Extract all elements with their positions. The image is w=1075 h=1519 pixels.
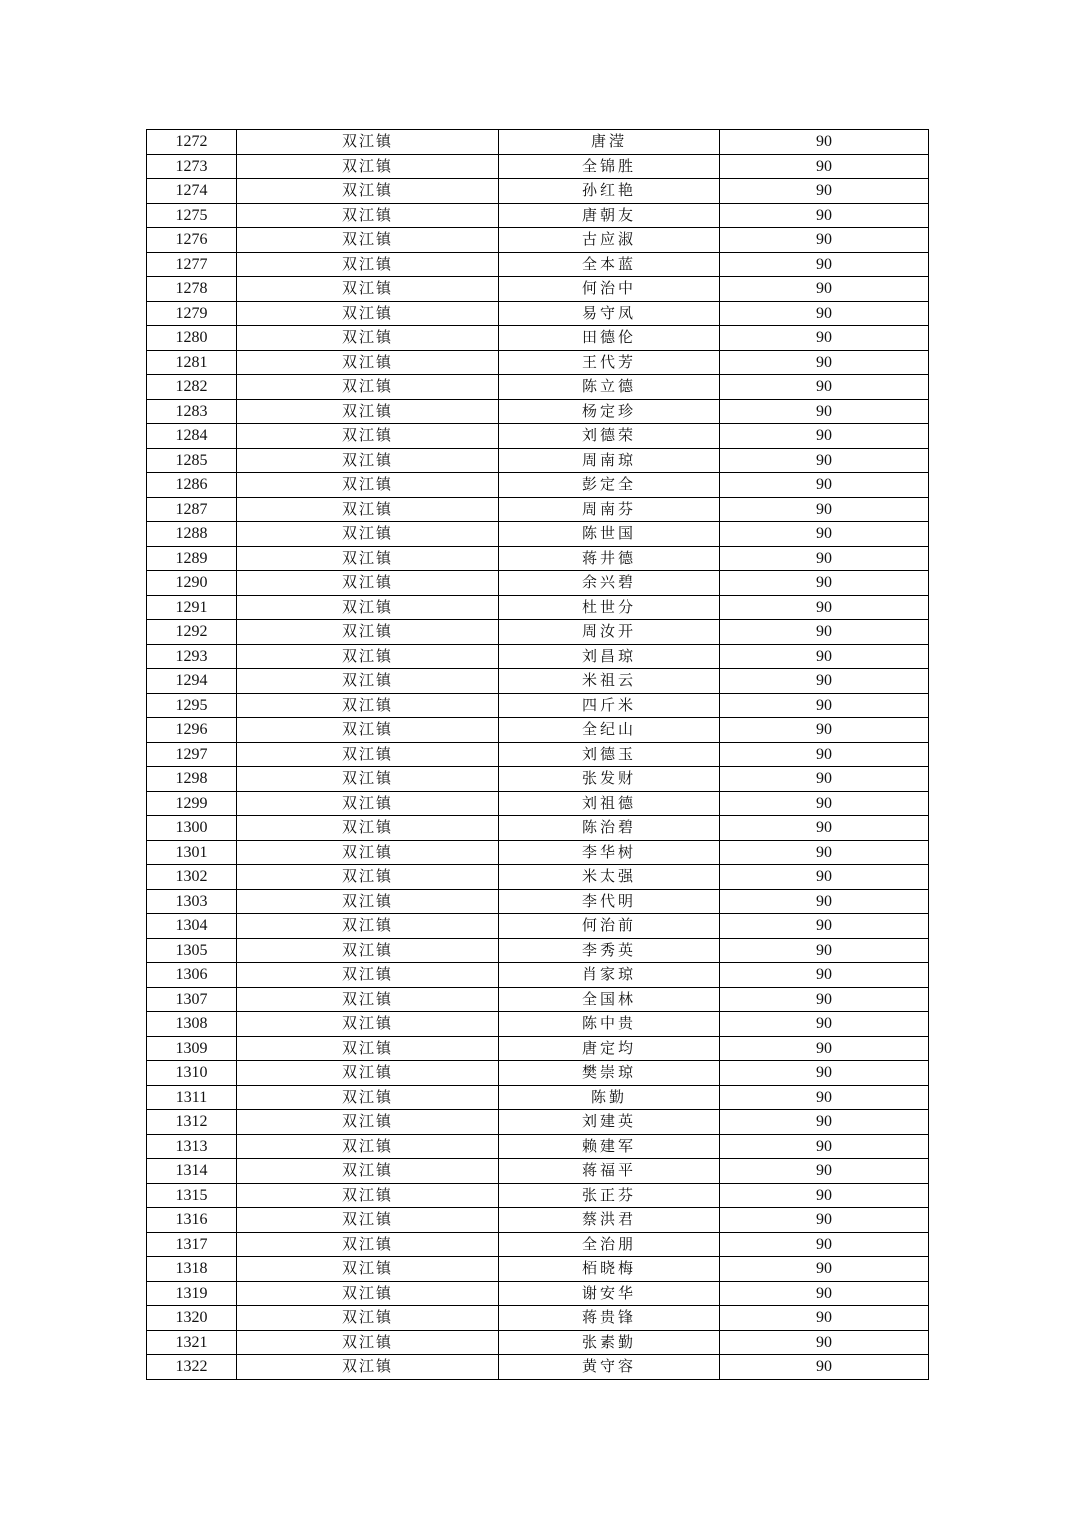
row-number-cell: 1299: [147, 791, 237, 816]
person-name-cell: 张素勤: [499, 1330, 720, 1355]
score-cell: 90: [720, 1110, 929, 1135]
table-row: [147, 767, 929, 792]
table-row: [147, 987, 929, 1012]
person-name-cell: 余兴碧: [499, 571, 720, 596]
table-row: [147, 1306, 929, 1331]
person-name-cell: 全国林: [499, 987, 720, 1012]
table-row: [147, 1355, 929, 1380]
town-cell: 双江镇: [237, 1085, 499, 1110]
table-row: [147, 1257, 929, 1282]
person-name-cell: 古应淑: [499, 228, 720, 253]
row-number-cell: 1303: [147, 889, 237, 914]
score-cell: 90: [720, 767, 929, 792]
person-name-cell: 全锦胜: [499, 154, 720, 179]
town-cell: 双江镇: [237, 742, 499, 767]
person-name-cell: 蒋贵锋: [499, 1306, 720, 1331]
town-cell: 双江镇: [237, 1110, 499, 1135]
town-cell: 双江镇: [237, 644, 499, 669]
person-name-cell: 肖家琼: [499, 963, 720, 988]
score-cell: 90: [720, 718, 929, 743]
person-name-cell: 张正芬: [499, 1183, 720, 1208]
row-number-cell: 1272: [147, 130, 237, 155]
score-cell: 90: [720, 644, 929, 669]
row-number-cell: 1295: [147, 693, 237, 718]
person-name-cell: 李华树: [499, 840, 720, 865]
town-cell: 双江镇: [237, 1061, 499, 1086]
score-cell: 90: [720, 1159, 929, 1184]
table-row: [147, 473, 929, 498]
row-number-cell: 1300: [147, 816, 237, 841]
row-number-cell: 1306: [147, 963, 237, 988]
row-number-cell: 1305: [147, 938, 237, 963]
town-cell: 双江镇: [237, 1355, 499, 1380]
table-row: [147, 301, 929, 326]
row-number-cell: 1320: [147, 1306, 237, 1331]
row-number-cell: 1273: [147, 154, 237, 179]
person-name-cell: 彭定全: [499, 473, 720, 498]
town-cell: 双江镇: [237, 522, 499, 547]
table-row: [147, 546, 929, 571]
person-name-cell: 陈治碧: [499, 816, 720, 841]
person-name-cell: 李秀英: [499, 938, 720, 963]
town-cell: 双江镇: [237, 718, 499, 743]
person-name-cell: 唐滢: [499, 130, 720, 155]
row-number-cell: 1301: [147, 840, 237, 865]
score-cell: 90: [720, 987, 929, 1012]
town-cell: 双江镇: [237, 938, 499, 963]
table-row: [147, 1061, 929, 1086]
town-cell: 双江镇: [237, 1281, 499, 1306]
row-number-cell: 1308: [147, 1012, 237, 1037]
town-cell: 双江镇: [237, 228, 499, 253]
town-cell: 双江镇: [237, 1306, 499, 1331]
person-name-cell: 米祖云: [499, 669, 720, 694]
score-cell: 90: [720, 889, 929, 914]
row-number-cell: 1319: [147, 1281, 237, 1306]
score-cell: 90: [720, 301, 929, 326]
town-cell: 双江镇: [237, 840, 499, 865]
row-number-cell: 1321: [147, 1330, 237, 1355]
row-number-cell: 1283: [147, 399, 237, 424]
row-number-cell: 1277: [147, 252, 237, 277]
table-row: [147, 522, 929, 547]
roster-table: [146, 129, 929, 1380]
town-cell: 双江镇: [237, 350, 499, 375]
town-cell: 双江镇: [237, 473, 499, 498]
person-name-cell: 刘昌琼: [499, 644, 720, 669]
town-cell: 双江镇: [237, 375, 499, 400]
person-name-cell: 蒋井德: [499, 546, 720, 571]
person-name-cell: 刘建英: [499, 1110, 720, 1135]
row-number-cell: 1304: [147, 914, 237, 939]
person-name-cell: 蔡洪君: [499, 1208, 720, 1233]
score-cell: 90: [720, 203, 929, 228]
person-name-cell: 全纪山: [499, 718, 720, 743]
score-cell: 90: [720, 1281, 929, 1306]
score-cell: 90: [720, 620, 929, 645]
score-cell: 90: [720, 742, 929, 767]
score-cell: 90: [720, 1134, 929, 1159]
table-row: [147, 375, 929, 400]
row-number-cell: 1289: [147, 546, 237, 571]
table-row: [147, 889, 929, 914]
row-number-cell: 1291: [147, 595, 237, 620]
table-row: [147, 840, 929, 865]
town-cell: 双江镇: [237, 326, 499, 351]
table-row: [147, 595, 929, 620]
row-number-cell: 1276: [147, 228, 237, 253]
person-name-cell: 易守凤: [499, 301, 720, 326]
row-number-cell: 1292: [147, 620, 237, 645]
table-row: [147, 1012, 929, 1037]
table-row: [147, 1232, 929, 1257]
score-cell: 90: [720, 1330, 929, 1355]
score-cell: 90: [720, 1355, 929, 1380]
person-name-cell: 何治前: [499, 914, 720, 939]
table-row: [147, 1134, 929, 1159]
town-cell: 双江镇: [237, 424, 499, 449]
table-row: [147, 1085, 929, 1110]
town-cell: 双江镇: [237, 154, 499, 179]
row-number-cell: 1294: [147, 669, 237, 694]
row-number-cell: 1288: [147, 522, 237, 547]
score-cell: 90: [720, 669, 929, 694]
person-name-cell: 全本蓝: [499, 252, 720, 277]
person-name-cell: 樊崇琼: [499, 1061, 720, 1086]
row-number-cell: 1297: [147, 742, 237, 767]
row-number-cell: 1290: [147, 571, 237, 596]
person-name-cell: 李代明: [499, 889, 720, 914]
town-cell: 双江镇: [237, 791, 499, 816]
score-cell: 90: [720, 448, 929, 473]
person-name-cell: 周汝开: [499, 620, 720, 645]
table-row: [147, 644, 929, 669]
person-name-cell: 唐定均: [499, 1036, 720, 1061]
town-cell: 双江镇: [237, 963, 499, 988]
town-cell: 双江镇: [237, 987, 499, 1012]
table-row: [147, 1330, 929, 1355]
table-row: [147, 1281, 929, 1306]
table-row: [147, 203, 929, 228]
person-name-cell: 刘德玉: [499, 742, 720, 767]
row-number-cell: 1298: [147, 767, 237, 792]
town-cell: 双江镇: [237, 865, 499, 890]
score-cell: 90: [720, 693, 929, 718]
score-cell: 90: [720, 1257, 929, 1282]
row-number-cell: 1309: [147, 1036, 237, 1061]
row-number-cell: 1280: [147, 326, 237, 351]
row-number-cell: 1310: [147, 1061, 237, 1086]
town-cell: 双江镇: [237, 1330, 499, 1355]
town-cell: 双江镇: [237, 595, 499, 620]
row-number-cell: 1322: [147, 1355, 237, 1380]
score-cell: 90: [720, 938, 929, 963]
town-cell: 双江镇: [237, 1036, 499, 1061]
person-name-cell: 何治中: [499, 277, 720, 302]
score-cell: 90: [720, 277, 929, 302]
person-name-cell: 全治朋: [499, 1232, 720, 1257]
table-row: [147, 350, 929, 375]
score-cell: 90: [720, 228, 929, 253]
person-name-cell: 周南琼: [499, 448, 720, 473]
person-name-cell: 谢安华: [499, 1281, 720, 1306]
town-cell: 双江镇: [237, 816, 499, 841]
row-number-cell: 1284: [147, 424, 237, 449]
town-cell: 双江镇: [237, 767, 499, 792]
table-row: [147, 448, 929, 473]
town-cell: 双江镇: [237, 1012, 499, 1037]
row-number-cell: 1313: [147, 1134, 237, 1159]
table-row: [147, 742, 929, 767]
row-number-cell: 1316: [147, 1208, 237, 1233]
score-cell: 90: [720, 791, 929, 816]
table-row: [147, 963, 929, 988]
score-cell: 90: [720, 252, 929, 277]
town-cell: 双江镇: [237, 571, 499, 596]
score-cell: 90: [720, 546, 929, 571]
score-cell: 90: [720, 1085, 929, 1110]
person-name-cell: 陈世国: [499, 522, 720, 547]
town-cell: 双江镇: [237, 914, 499, 939]
table-row: [147, 791, 929, 816]
table-row: [147, 938, 929, 963]
person-name-cell: 唐朝友: [499, 203, 720, 228]
person-name-cell: 刘祖德: [499, 791, 720, 816]
row-number-cell: 1278: [147, 277, 237, 302]
score-cell: 90: [720, 1232, 929, 1257]
row-number-cell: 1317: [147, 1232, 237, 1257]
roster-table-body: [147, 130, 929, 1380]
table-row: [147, 914, 929, 939]
row-number-cell: 1285: [147, 448, 237, 473]
person-name-cell: 陈中贵: [499, 1012, 720, 1037]
score-cell: 90: [720, 130, 929, 155]
table-row: [147, 252, 929, 277]
person-name-cell: 田德伦: [499, 326, 720, 351]
row-number-cell: 1318: [147, 1257, 237, 1282]
row-number-cell: 1287: [147, 497, 237, 522]
town-cell: 双江镇: [237, 1159, 499, 1184]
person-name-cell: 栢晓梅: [499, 1257, 720, 1282]
table-row: [147, 1110, 929, 1135]
score-cell: 90: [720, 497, 929, 522]
row-number-cell: 1286: [147, 473, 237, 498]
person-name-cell: 孙红艳: [499, 179, 720, 204]
score-cell: 90: [720, 424, 929, 449]
town-cell: 双江镇: [237, 620, 499, 645]
town-cell: 双江镇: [237, 669, 499, 694]
table-row: [147, 424, 929, 449]
person-name-cell: 米太强: [499, 865, 720, 890]
person-name-cell: 杨定珍: [499, 399, 720, 424]
person-name-cell: 刘德荣: [499, 424, 720, 449]
table-row: [147, 816, 929, 841]
row-number-cell: 1274: [147, 179, 237, 204]
town-cell: 双江镇: [237, 399, 499, 424]
table-row: [147, 693, 929, 718]
row-number-cell: 1275: [147, 203, 237, 228]
score-cell: 90: [720, 865, 929, 890]
score-cell: 90: [720, 1306, 929, 1331]
town-cell: 双江镇: [237, 277, 499, 302]
row-number-cell: 1307: [147, 987, 237, 1012]
row-number-cell: 1281: [147, 350, 237, 375]
town-cell: 双江镇: [237, 693, 499, 718]
table-row: [147, 1159, 929, 1184]
score-cell: 90: [720, 595, 929, 620]
town-cell: 双江镇: [237, 448, 499, 473]
score-cell: 90: [720, 1208, 929, 1233]
row-number-cell: 1314: [147, 1159, 237, 1184]
table-row: [147, 1208, 929, 1233]
town-cell: 双江镇: [237, 1208, 499, 1233]
town-cell: 双江镇: [237, 301, 499, 326]
row-number-cell: 1312: [147, 1110, 237, 1135]
table-row: [147, 620, 929, 645]
table-row: [147, 399, 929, 424]
row-number-cell: 1293: [147, 644, 237, 669]
person-name-cell: 杜世分: [499, 595, 720, 620]
score-cell: 90: [720, 399, 929, 424]
person-name-cell: 蒋福平: [499, 1159, 720, 1184]
table-row: [147, 154, 929, 179]
table-row: [147, 326, 929, 351]
person-name-cell: 赖建军: [499, 1134, 720, 1159]
town-cell: 双江镇: [237, 1183, 499, 1208]
town-cell: 双江镇: [237, 497, 499, 522]
table-row: [147, 1183, 929, 1208]
score-cell: 90: [720, 375, 929, 400]
score-cell: 90: [720, 473, 929, 498]
table-row: [147, 865, 929, 890]
table-row: [147, 130, 929, 155]
row-number-cell: 1311: [147, 1085, 237, 1110]
town-cell: 双江镇: [237, 1232, 499, 1257]
town-cell: 双江镇: [237, 179, 499, 204]
person-name-cell: 陈勤: [499, 1085, 720, 1110]
score-cell: 90: [720, 963, 929, 988]
score-cell: 90: [720, 1183, 929, 1208]
person-name-cell: 张发财: [499, 767, 720, 792]
row-number-cell: 1302: [147, 865, 237, 890]
score-cell: 90: [720, 350, 929, 375]
town-cell: 双江镇: [237, 1134, 499, 1159]
score-cell: 90: [720, 840, 929, 865]
table-row: [147, 669, 929, 694]
score-cell: 90: [720, 179, 929, 204]
row-number-cell: 1315: [147, 1183, 237, 1208]
score-cell: 90: [720, 1061, 929, 1086]
score-cell: 90: [720, 816, 929, 841]
score-cell: 90: [720, 154, 929, 179]
score-cell: 90: [720, 571, 929, 596]
town-cell: 双江镇: [237, 546, 499, 571]
town-cell: 双江镇: [237, 130, 499, 155]
table-row: [147, 228, 929, 253]
score-cell: 90: [720, 914, 929, 939]
town-cell: 双江镇: [237, 203, 499, 228]
table-row: [147, 1036, 929, 1061]
score-cell: 90: [720, 1036, 929, 1061]
table-row: [147, 497, 929, 522]
person-name-cell: 黄守容: [499, 1355, 720, 1380]
row-number-cell: 1282: [147, 375, 237, 400]
score-cell: 90: [720, 522, 929, 547]
table-row: [147, 718, 929, 743]
row-number-cell: 1279: [147, 301, 237, 326]
person-name-cell: 周南芬: [499, 497, 720, 522]
score-cell: 90: [720, 326, 929, 351]
table-row: [147, 571, 929, 596]
person-name-cell: 王代芳: [499, 350, 720, 375]
town-cell: 双江镇: [237, 889, 499, 914]
table-row: [147, 179, 929, 204]
town-cell: 双江镇: [237, 252, 499, 277]
person-name-cell: 四斤米: [499, 693, 720, 718]
town-cell: 双江镇: [237, 1257, 499, 1282]
table-row: [147, 277, 929, 302]
row-number-cell: 1296: [147, 718, 237, 743]
score-cell: 90: [720, 1012, 929, 1037]
person-name-cell: 陈立德: [499, 375, 720, 400]
